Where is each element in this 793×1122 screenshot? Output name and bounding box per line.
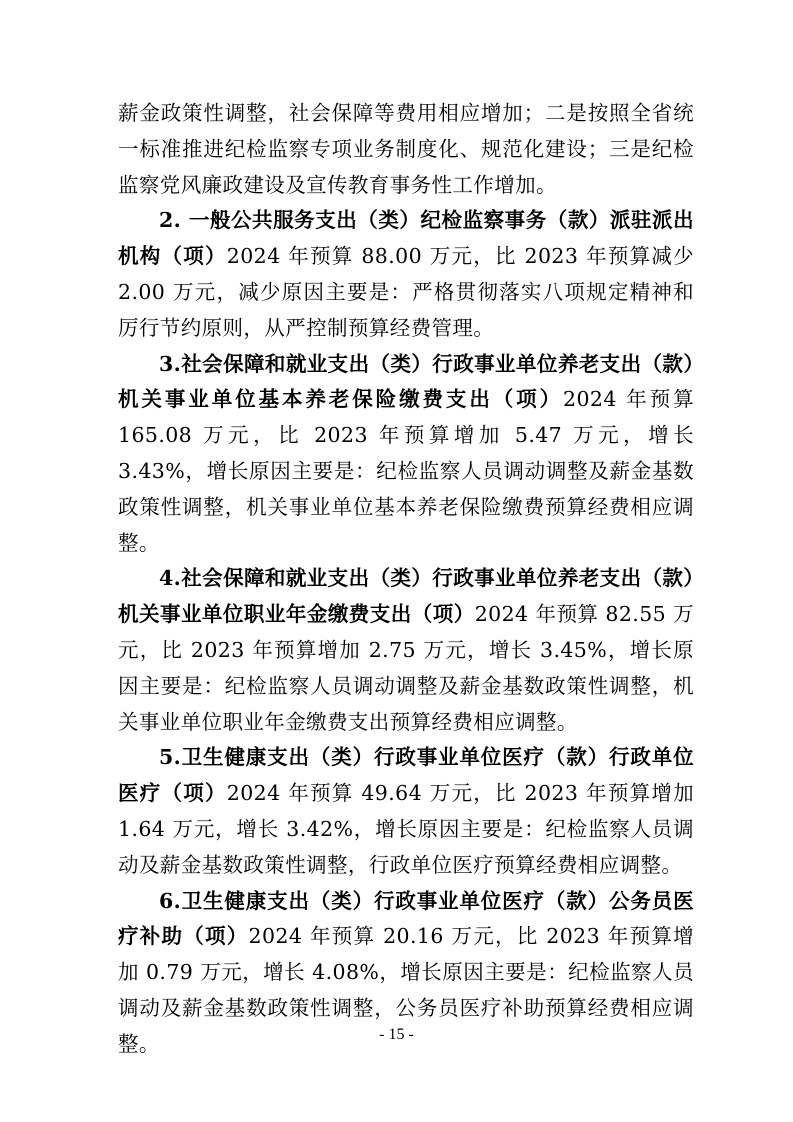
item-heading: 4.社会保障和就业支出（类）行政事业单位养老支出（款）机关事业单位职业年金缴费支出（项）	[118, 566, 694, 627]
item-body: 2024 年预算 49.64 万元，比 2023 年预算增加 1.64 万元，增长 3.42%，增长原因主要是：纪检监察人员调动及薪金基数政策性调整，行政单位医疗预算经费相应调整。	[118, 781, 694, 877]
item-body: 2024 年预算 165.08 万元，比 2023 年预算增加 5.47 万元，增长 3.43%，增长原因主要是：纪检监察人员调动调整及薪金基数政策性调整，机关事业单位基本养老保险缴费预算经费相应调整。	[118, 387, 694, 555]
document-body	[118, 96, 694, 1063]
item-body: 2024 年预算 88.00 万元，比 2023 年预算减少 2.00 万元，减少原因主要是：严格贯彻落实八项规定精神和厉行节约原则，从严控制预算经费管理。	[118, 244, 694, 340]
opening-paragraph: 薪金政策性调整，社会保障等费用相应增加；二是按照全省统一标准推进纪检监察专项业务制度化、规范化建设；三是纪检监察党风廉政建设及宣传教育事务性工作增加。	[118, 101, 694, 197]
item-heading: 5.卫生健康支出（类）行政事业单位医疗（款）行政单位医疗（项）	[118, 745, 694, 806]
item-heading: 2. 一般公共服务支出（类）纪检监察事务（款）派驻派出机构（项）	[118, 208, 694, 269]
budget-item-2	[118, 203, 694, 346]
budget-item-4	[118, 561, 694, 740]
page-number: - 15 -	[379, 1026, 414, 1043]
budget-item-5	[118, 740, 694, 883]
item-body: 2024 年预算 82.55 万元，比 2023 年预算增加 2.75 万元，增长 3.45%，增长原因主要是：纪检监察人员调动调整及薪金基数政策性调整，机关事业单位职业年金缴费支出预算经费相应调整。	[118, 602, 694, 734]
item-heading: 3.社会保障和就业支出（类）行政事业单位养老支出（款）机关事业单位基本养老保险缴费支出（项）	[118, 351, 694, 412]
item-body: 2024 年预算 20.16 万元，比 2023 年预算增加 0.79 万元，增长 4.08%，增长原因主要是：纪检监察人员调动及薪金基数政策性调整，公务员医疗补助预算经费相应调整。	[118, 924, 694, 1056]
budget-item-3	[118, 347, 694, 562]
item-heading: 6.卫生健康支出（类）行政事业单位医疗（款）公务员医疗补助（项）	[118, 888, 694, 949]
